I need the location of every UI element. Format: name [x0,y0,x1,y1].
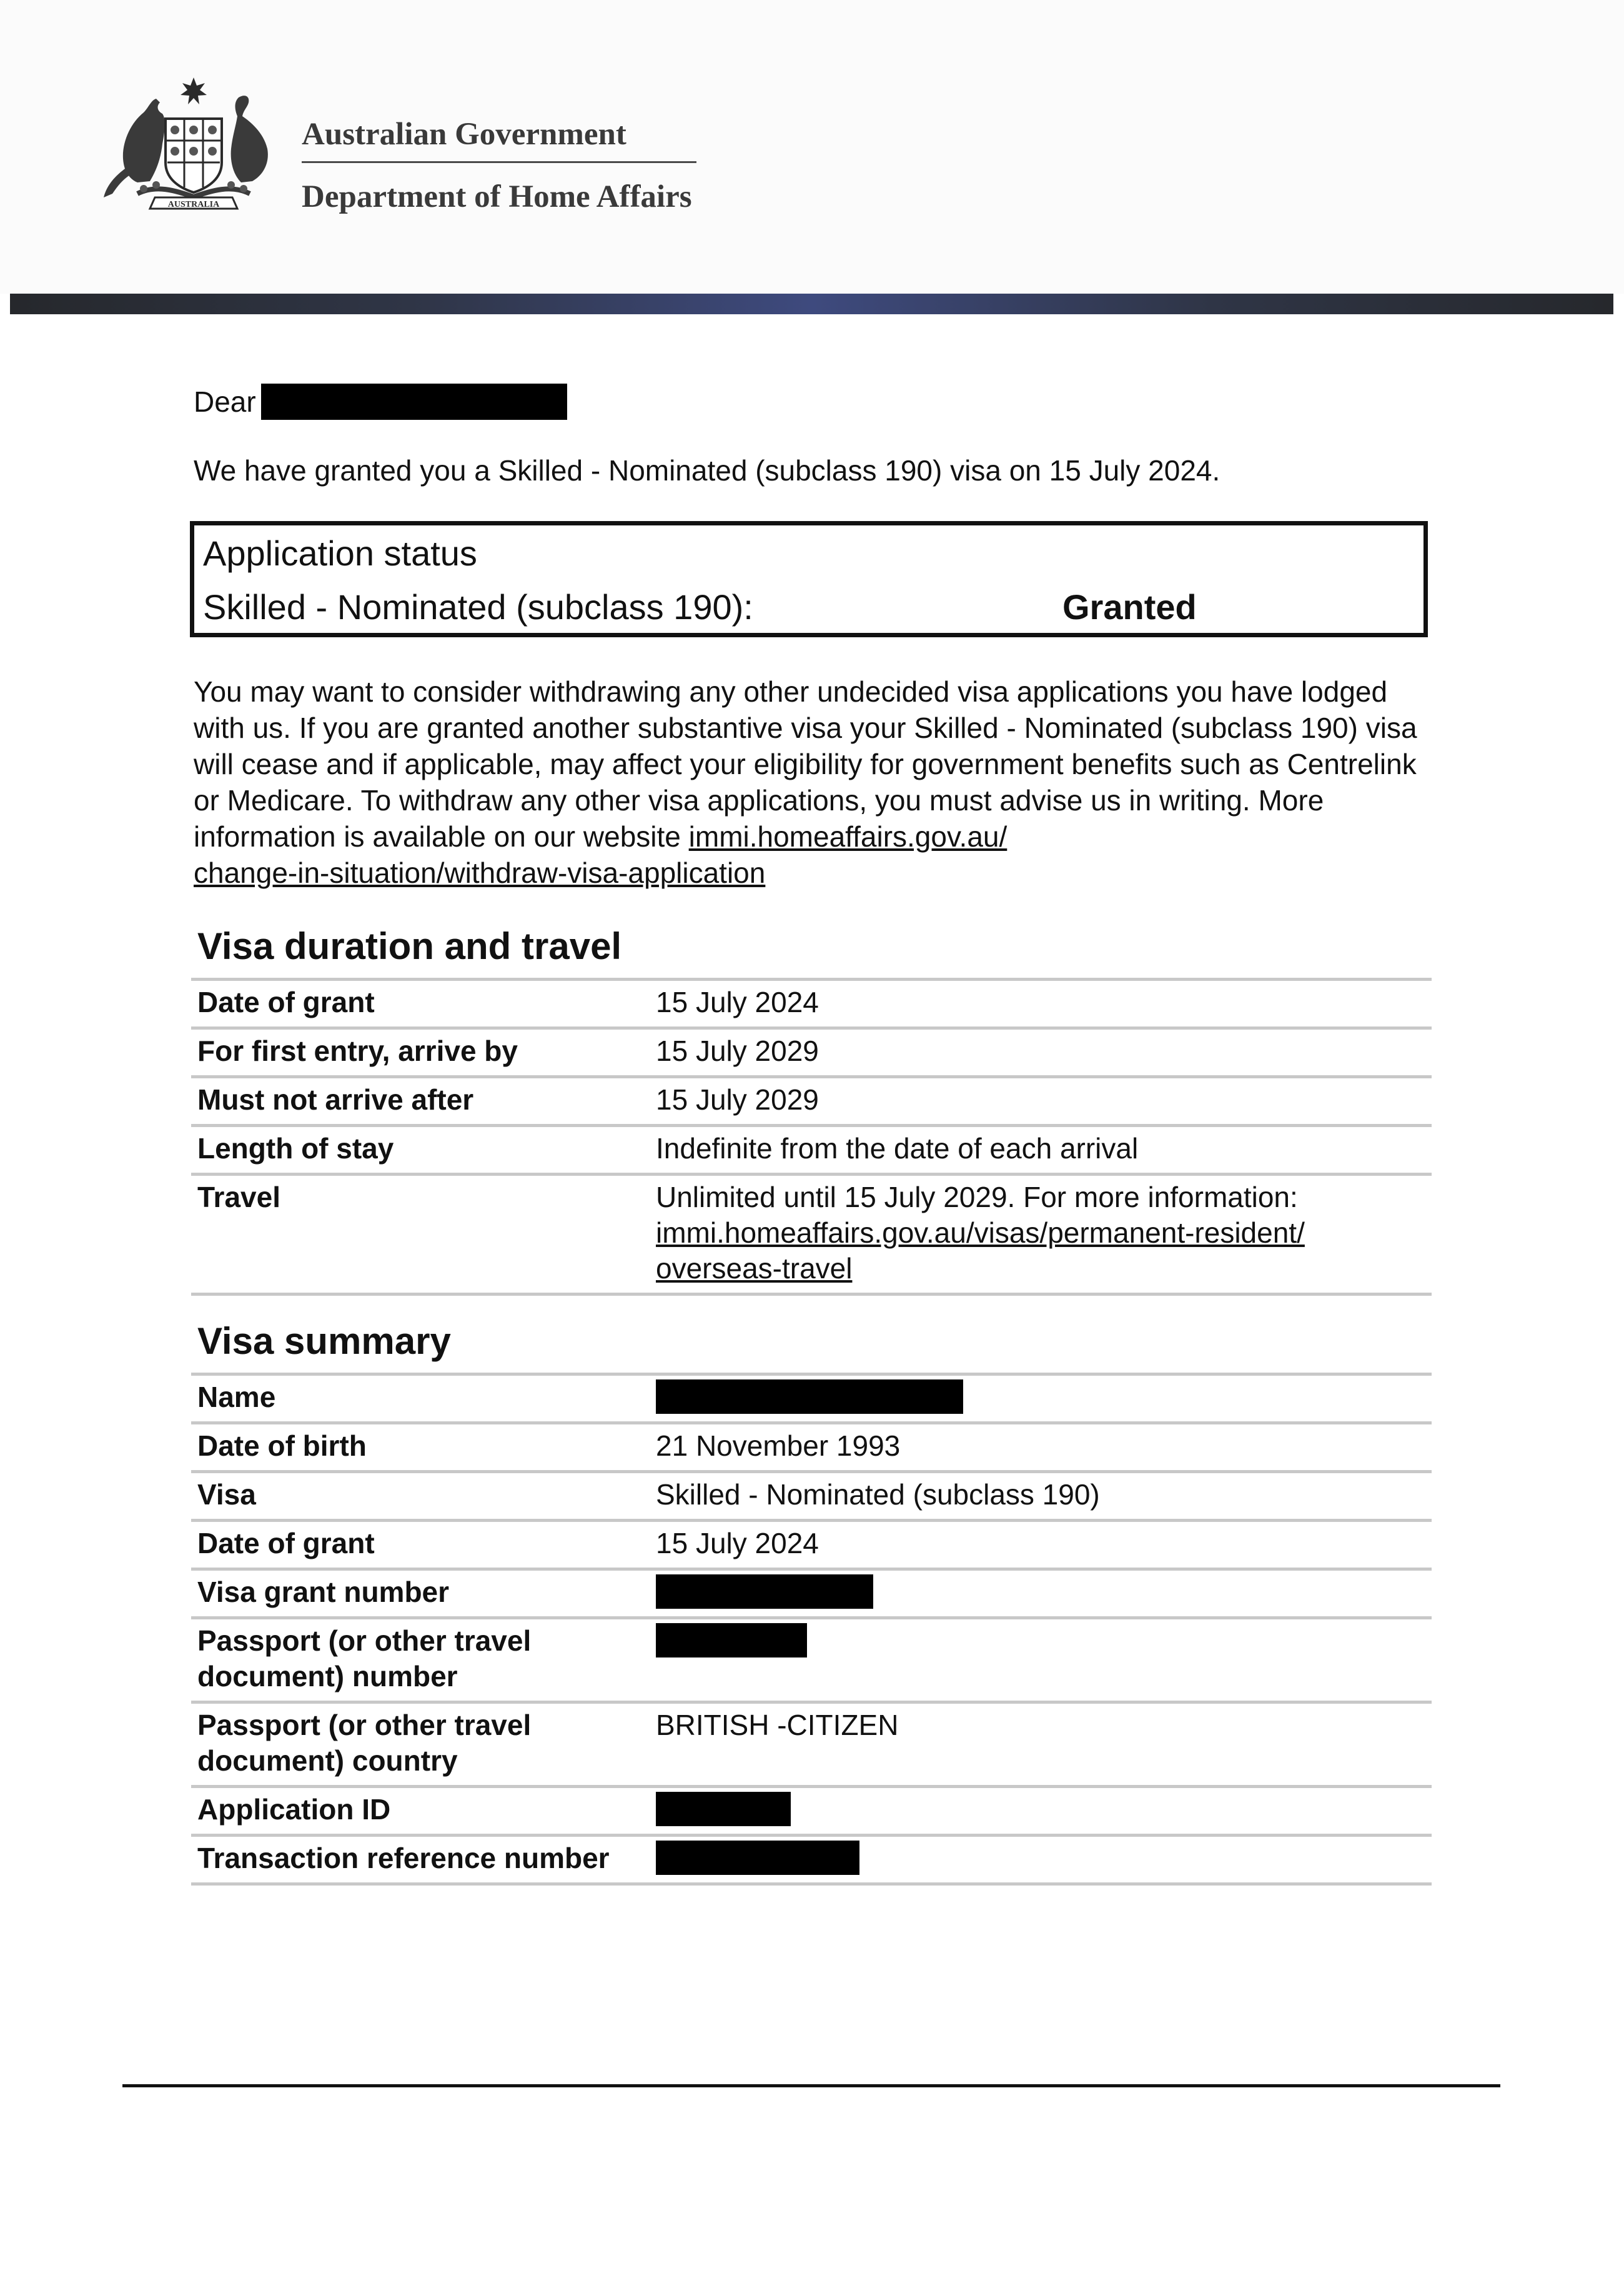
table-row [191,1521,1432,1569]
transaction-ref-value [650,1836,1432,1884]
application-id-value [650,1787,1432,1836]
first-entry-value: 15 July 2029 [650,1028,1432,1077]
passport-country-value: BRITISH -CITIZEN [650,1702,1432,1787]
withdraw-visa-link-continued[interactable]: change-in-situation/withdraw-visa-application [194,857,766,889]
summary-date-of-grant-value: 15 July 2024 [650,1521,1432,1569]
status-box-title: Application status [203,534,477,573]
application-status-box [190,521,1428,637]
row-label-line: document) country [197,1744,458,1777]
row-label: Travel [191,1175,650,1295]
overseas-travel-link[interactable]: immi.homeaffairs.gov.au/visas/permanent-resident/ [656,1216,1305,1249]
row-label [191,1702,650,1787]
footer-divider [122,2084,1500,2087]
table-row [191,1175,1432,1295]
withdraw-visa-link[interactable]: immi.homeaffairs.gov.au/ [688,820,1008,853]
status-badge: Granted [1062,587,1197,627]
notice-text: You may want to consider withdrawing any other undecided visa applications you have lodged with us. If you are granted another substantive visa your Skilled - Nominated (subclass 190) visa will cease and if applicable, may affect your eligibility for government benefits such as Centrelink or Medicare. To withdraw any other visa applications, you must advise us in writing. More information is available on our website [194,675,1417,853]
row-label [191,1618,650,1702]
date-of-grant-value: 15 July 2024 [650,980,1432,1028]
row-label-line: Passport (or other travel [197,1709,532,1741]
redacted-transaction-reference [656,1841,859,1875]
table-row [191,1126,1432,1175]
australian-coat-of-arms-icon [100,75,287,216]
overseas-travel-link-continued[interactable]: overseas-travel [656,1252,853,1285]
row-label-line: document) number [197,1660,458,1692]
row-label: Application ID [191,1787,650,1836]
grant-sentence: We have granted you a Skilled - Nominated (subclass 190) visa on 15 July 2024. [194,454,1220,487]
row-label-line: Passport (or other travel [197,1624,532,1657]
crest-ribbon-text: AUSTRALIA [167,200,220,209]
travel-value [650,1175,1432,1295]
row-label: Must not arrive after [191,1077,650,1126]
row-label: Name [191,1374,650,1423]
date-of-birth-value: 21 November 1993 [650,1423,1432,1472]
salutation-text: Dear [194,385,256,418]
redacted-grant-number [656,1574,873,1609]
redacted-recipient-name [261,384,567,420]
table-row [191,1374,1432,1423]
grant-number-value [650,1569,1432,1618]
row-label: Date of birth [191,1423,650,1472]
table-row [191,1077,1432,1126]
visa-duration-heading: Visa duration and travel [197,925,622,967]
government-name: Australian Government [302,117,626,152]
must-not-arrive-value: 15 July 2029 [650,1077,1432,1126]
row-label: Date of grant [191,1521,650,1569]
row-label: For first entry, arrive by [191,1028,650,1077]
visa-summary-table [191,1373,1432,1886]
passport-number-value [650,1618,1432,1702]
table-row [191,1569,1432,1618]
withdrawal-notice [194,673,1437,891]
header-banner [10,294,1613,314]
salutation [194,384,567,420]
table-row [191,1702,1432,1787]
row-label: Date of grant [191,980,650,1028]
table-row [191,1472,1432,1521]
visa-duration-table [191,978,1432,1296]
table-row [191,1423,1432,1472]
letterhead [0,0,1624,294]
redacted-application-id [656,1792,791,1826]
visa-value: Skilled - Nominated (subclass 190) [650,1472,1432,1521]
row-label: Length of stay [191,1126,650,1175]
redacted-name [656,1379,963,1414]
visa-summary-heading: Visa summary [197,1320,451,1362]
table-row [191,980,1432,1028]
row-label: Transaction reference number [191,1836,650,1884]
name-value [650,1374,1432,1423]
length-of-stay-value: Indefinite from the date of each arrival [650,1126,1432,1175]
table-row [191,1787,1432,1836]
department-name: Department of Home Affairs [302,179,692,214]
status-visa-label: Skilled - Nominated (subclass 190): [203,587,753,627]
row-label: Visa [191,1472,650,1521]
table-row [191,1618,1432,1702]
travel-text: Unlimited until 15 July 2029. For more information: [656,1181,1298,1213]
table-row [191,1836,1432,1884]
redacted-passport-number [656,1623,807,1657]
row-label: Visa grant number [191,1569,650,1618]
letterhead-divider [302,161,696,163]
table-row [191,1028,1432,1077]
